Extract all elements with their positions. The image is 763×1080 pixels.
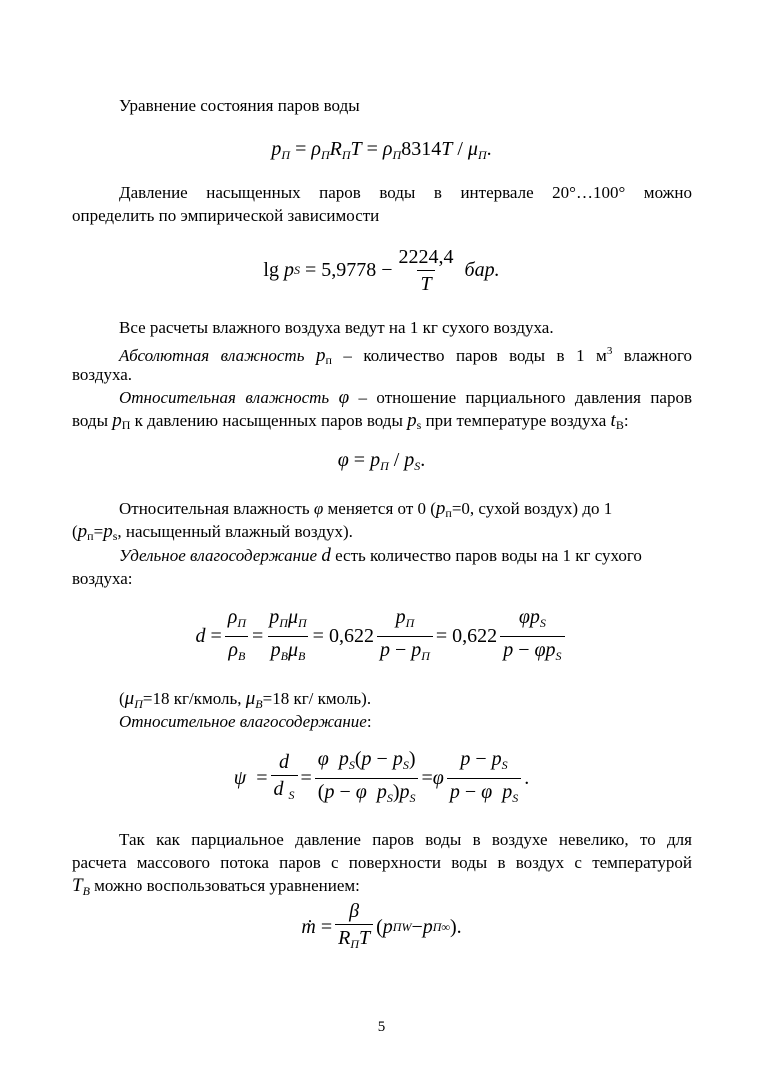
text-molar-2: =18 кг/кмоль,: [142, 689, 246, 708]
text-specific-moisture: есть количество паров воды на 1 кг сухого: [330, 546, 642, 565]
eq2-fraction: $\frac{2224,4}{T}$: [398, 245, 454, 295]
eq6-frac: $\frac{\beta}{R_ПT}$: [335, 900, 373, 955]
eq5-frac1: $\frac{d}{d _S}$: [271, 751, 298, 806]
text-absolute-humidity-b: влажного: [612, 346, 693, 365]
paragraph-mass-flow-line1: [72, 828, 692, 851]
symbol-p-range: p: [435, 498, 446, 519]
text-saturated-pressure-line2: определить по эмпирической зависимости: [72, 206, 380, 225]
paragraph-state-equation-intro: [72, 94, 692, 117]
equation-state: [0, 132, 763, 168]
eq4-frac2: $\frac{p_П\mu_П}{p_В\mu_В}$: [266, 606, 309, 667]
subscript-p2: П: [121, 418, 131, 432]
text-rh-2c: при температуре воздуха: [421, 411, 611, 430]
eq6-content: ṁ = $\frac{\beta}{R_ПT}$ ( p ПW − p П∞ ).: [301, 900, 461, 955]
text-relative-humidity-a: – отношение парциального давления паров: [349, 388, 692, 407]
symbol-p-sat-a: p: [77, 521, 88, 542]
subscript-p: п: [325, 353, 332, 367]
subscript-T-B: B: [82, 884, 90, 898]
text-rh-2d: :: [623, 411, 629, 430]
text-molar-1: (: [119, 689, 125, 708]
text-rh-range-2: меняется от 0 (: [323, 499, 436, 518]
eq2-content: lg p S = 5,9778 − $\frac{2224,4}{T}$ бар.: [263, 245, 500, 295]
symbol-phi-range: φ: [313, 499, 324, 518]
text-saturated-pressure-line1: Давление насыщенных паров воды в интервале 20°…100° можно: [119, 183, 692, 202]
symbol-mu-b: μ: [245, 688, 256, 709]
text-rh-2b: к давлению насыщенных паров воды: [130, 411, 408, 430]
subscript-p3: s: [416, 418, 422, 432]
equation-specific-moisture: [0, 605, 763, 664]
equation-mass-flow: [0, 896, 763, 958]
paragraph-relative-moisture: [72, 710, 692, 733]
symbol-T-B: T: [72, 875, 83, 896]
text-rh-range-5: =: [93, 522, 104, 541]
equation-relative-humidity: [0, 444, 763, 478]
text-specific-moisture-line2: воздуха:: [72, 569, 133, 588]
text-absolute-humidity-line2: воздуха.: [72, 365, 133, 384]
subscript-mu-b: В: [255, 697, 263, 711]
subscript-t: В: [615, 418, 624, 432]
term-absolute-humidity: Абсолютная влажность: [119, 346, 305, 365]
symbol-p-sat-b: p: [103, 521, 113, 542]
text-mass-flow-line3: можно воспользоваться уравнением:: [89, 876, 360, 895]
symbol-p: p: [315, 345, 326, 366]
text-molar-3: =18 кг/ кмоль).: [262, 689, 372, 708]
paragraph-saturated-pressure-line1: [72, 181, 692, 204]
subscript-mu-p: П: [134, 697, 143, 711]
eq4-frac4: $\frac{\varphi p_S}{p - \varphi p_S}$: [500, 606, 564, 667]
equation-relative-moisture: [0, 748, 763, 808]
symbol-p3: p: [407, 410, 417, 431]
subscript-p-sat-b: s: [112, 529, 118, 543]
term-relative-humidity: Относительная влажность: [119, 388, 330, 407]
paragraph-specific-moisture-line2: [72, 567, 692, 590]
text-rh-range-6: , насыщенный влажный воздух).: [117, 522, 353, 541]
paragraph-saturated-pressure-line2: [72, 204, 692, 227]
text-relative-moisture-colon: :: [366, 712, 372, 731]
text-rh-range-4: (: [72, 522, 78, 541]
paragraph-relative-humidity-line1: [72, 386, 692, 409]
symbol-mu-p: μ: [124, 688, 135, 709]
text-rh-range-1: Относительная влажность: [119, 499, 314, 518]
paragraph-absolute-humidity-line2: [72, 363, 692, 386]
paragraph-relative-humidity-line2: [72, 409, 692, 437]
paragraph-mass-flow-line2: [72, 851, 692, 874]
superscript-3: 3: [606, 345, 613, 357]
symbol-phi: φ: [338, 387, 350, 408]
subscript-p-sat-a: п: [87, 529, 94, 543]
symbol-d: d: [321, 545, 331, 566]
eq3-content: $\varphi = p_П / p_S$.: [337, 448, 426, 473]
text-mass-flow-line2: расчета массового потока паров с поверхности воды в воздух с температурой: [72, 853, 692, 872]
text-rh-2a: воды: [72, 411, 113, 430]
text-mass-flow-line1: Так как парциальное давление паров воды в воздухе невелико, то для: [119, 830, 692, 849]
page-number: 5: [377, 1019, 386, 1035]
eq5-frac2: $\frac{\varphi p_S(p - p_S)}{(p - \varphi p_S)p_S}$: [315, 748, 419, 809]
eq4-content: d = $\frac{\rho_П}{\rho_В}$ = $\frac{p_П\mu_П}{p_В\mu_В}$ = 0,622 $\frac{p_П}{p - p_П}$ = 0,622 $\frac{\varphi p_S}{p - \varphi p_S}$: [195, 606, 567, 667]
paragraph-specific-moisture-line1: [72, 544, 692, 567]
text-rh-range-3: =0, сухой воздух) до 1: [451, 499, 613, 518]
equation-empirical-pressure: [0, 244, 763, 296]
eq4-frac1: $\frac{\rho_П}{\rho_В}$: [225, 606, 249, 667]
paragraph-calculations-basis: [72, 316, 692, 339]
eq5-frac3: $\frac{p - p_S}{p - \varphi p_S}$: [447, 748, 521, 809]
eq4-frac3: $\frac{p_П}{p - p_П}$: [377, 606, 433, 667]
symbol-t: t: [610, 410, 616, 431]
text-calculations-basis: Все расчеты влажного воздуха ведут на 1 кг сухого воздуха.: [119, 318, 554, 337]
term-relative-moisture: Относительное влагосодержание: [119, 712, 367, 731]
text-absolute-humidity-a: – количество паров воды в 1 м: [331, 346, 607, 365]
symbol-p2: p: [112, 410, 122, 431]
eq5-content: ψ = $\frac{d}{d _S}$ = $\frac{\varphi p_S(p - p_S)}{(p - \varphi p_S)p_S}$ = φ $\frac{p - p_S}{p - \varphi p_S}$ .: [234, 748, 529, 809]
subscript-p-range: п: [445, 506, 452, 520]
text-state-equation-intro: Уравнение состояния паров воды: [119, 96, 360, 115]
eq1-content: $p_П = \rho_ПR_ПT = \rho_П8314T / \mu_П$.: [271, 137, 492, 162]
term-specific-moisture: Удельное влагосодержание: [119, 546, 318, 565]
